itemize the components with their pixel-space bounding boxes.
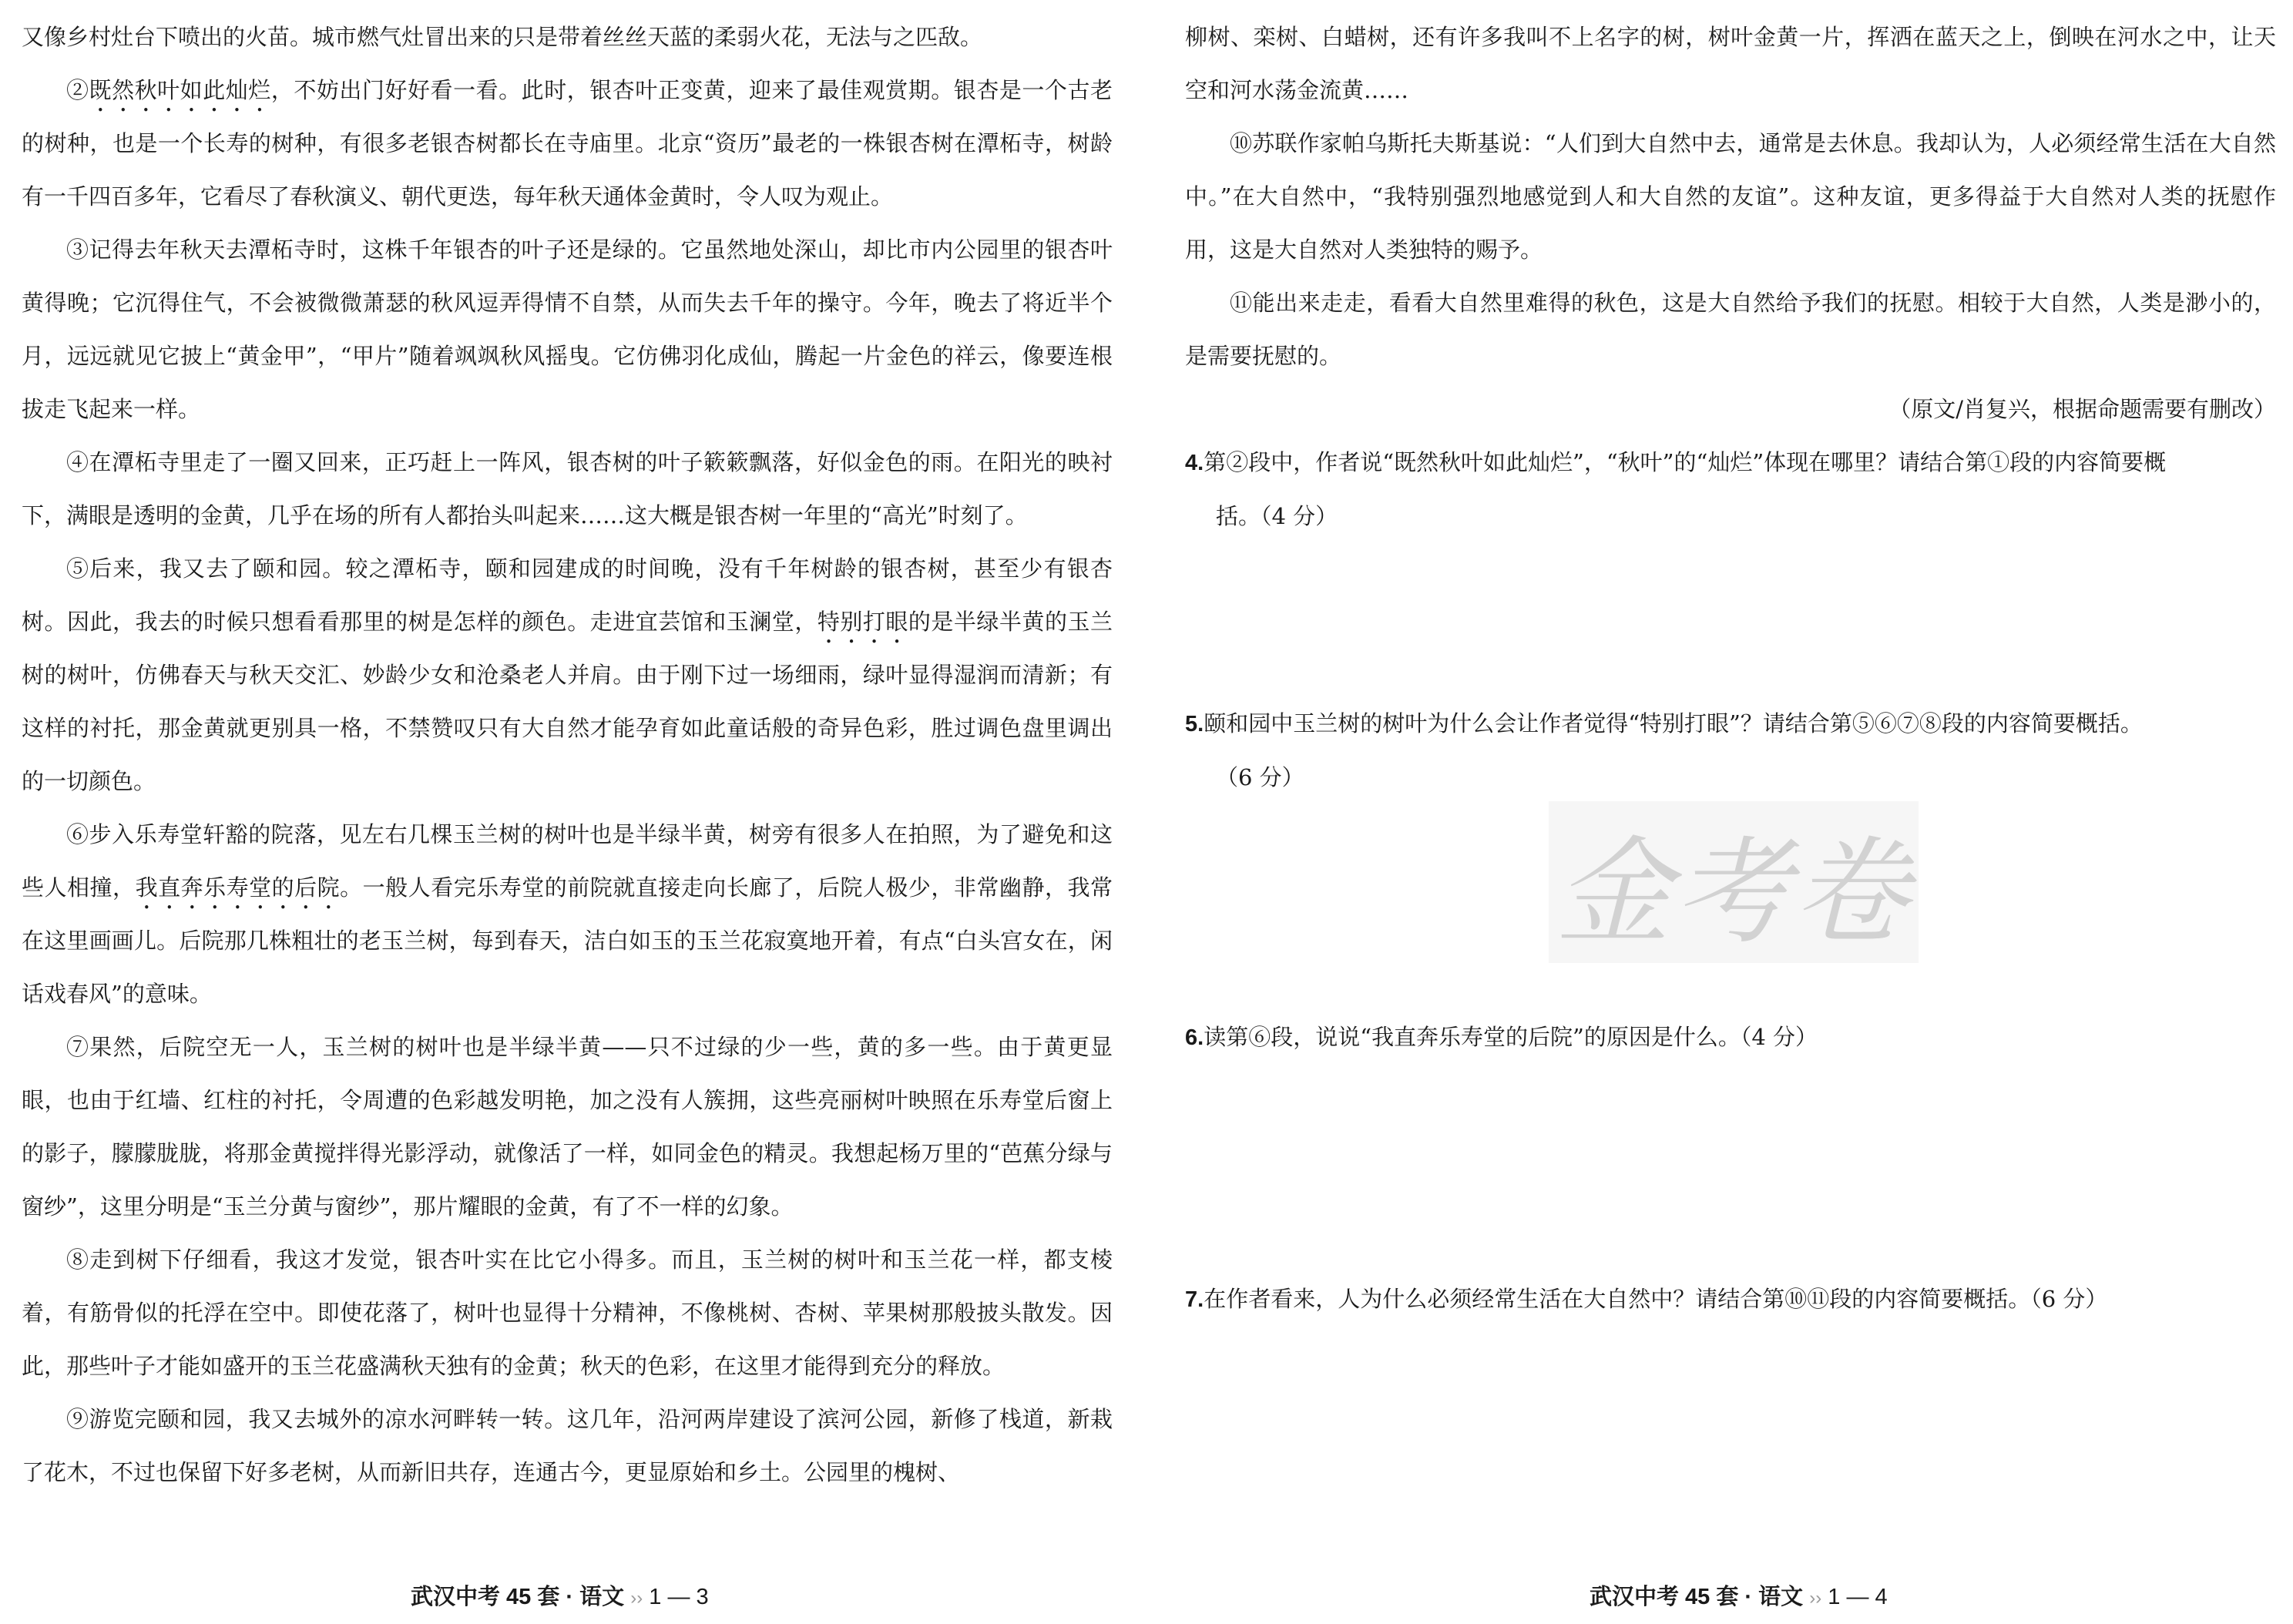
question-5-number: 5. [1185,712,1204,737]
footer-right-chevron-icon: ›› [1809,1588,1822,1609]
paragraph-7: ⑦果然，后院空无一人，玉兰树的树叶也是半绿半黄——只不过绿的少一些，黄的多一些。由于黄更显眼，也由于红墙、红柱的衬托，令周遭的色彩越发明艳，加之没有人簇拥，这些亮丽树叶映照在乐寿堂后窗上的影子，朦朦胧胧，将那金黄搅拌得光影浮动，就像活了一样，如同金色的精灵。我想起杨万里的“芭蕉分绿与窗纱”，这里分明是“玉兰分黄与窗纱”，那片耀眼的金黄，有了不一样的幻象。 [22,1034,1113,1220]
question-4 [1185,436,2276,543]
footer-right-title: 武汉中考 45 套 · 语文 [1590,1585,1804,1609]
paragraph-6-emphasis: 我直奔乐寿堂的后院 [135,874,341,901]
source-note: （原文/肖复兴，根据命题需要有删改） [1888,396,2276,422]
question-5 [1185,697,2276,804]
footer-left [411,1579,709,1611]
paragraph-4: ④在潭柘寺里走了一圈又回来，正巧赶上一阵风，银杏树的叶子簌簌飘落，好似金色的雨。在阳光的映衬下，满眼是透明的金黄，几乎在场的所有人都抬头叫起来……这大概是银杏树一年里的“高光”时刻了。 [22,449,1113,528]
paragraph-11: ⑪能出来走走，看看大自然里难得的秋色，这是大自然给予我们的抚慰。相较于大自然，人类是渺小的，是需要抚慰的。 [1185,290,2276,369]
watermark-logo: 金考卷 [1549,801,1919,963]
paragraph-5 [22,542,1113,808]
right-column [1185,0,2276,436]
paragraph-9: ⑨游览完颐和园，我又去城外的凉水河畔转一转。这几年，沿河两岸建设了滨河公园，新修了栈道，新栽了花木，不过也保留下好多老树，从而新旧共存，连通古今，更显原始和乡土。公园里的槐树、 [22,1406,1113,1485]
footer-left-chevron-icon: ›› [630,1588,643,1609]
question-4-continuation: 括。（4 分） [1216,503,1338,529]
question-7-number: 7. [1185,1287,1204,1312]
footer-left-page-number: 1 — 3 [649,1585,709,1609]
paragraph-2-number: ② [66,77,89,103]
question-6-number: 6. [1185,1025,1204,1050]
paragraph-8: ⑧走到树下仔细看，我这才发觉，银杏叶实在比它小得多。而且，玉兰树的树叶和玉兰花一样，都支棱着，有筋骨似的托浮在空中。即使花落了，树叶也显得十分精神，不像桃树、杏树、苹果树那般披头散发。因此，那些叶子才能如盛开的玉兰花盛满秋天独有的金黄；秋天的色彩，在这里才能得到充分的释放。 [22,1247,1113,1379]
paragraph-2-emphasis: 既然秋叶如此灿烂 [89,77,271,103]
paragraph-6-text-a: ⑥步入乐寿堂轩豁的院落，见左右几棵玉兰树的树叶也是半绿半黄，树旁有很多人在拍照，为了避免和这些人相撞， [22,821,1113,901]
question-7-text: 在作者看来，人为什么必须经常生活在大自然中？请结合第⑩⑪段的内容简要概括。（6 分） [1204,1286,2108,1312]
question-5-text: 颐和园中玉兰树的树叶为什么会让作者觉得“特别打眼”？请结合第⑤⑥⑦⑧段的内容简要概括。 [1204,710,2143,737]
footer-right [1590,1579,1888,1611]
paragraph-9-continuation: 柳树、栾树、白蜡树，还有许多我叫不上名字的树，树叶金黄一片，挥洒在蓝天之上，倒映在河水之中，让天空和河水荡金流黄…… [1185,24,2276,103]
paragraph-1-continuation: 又像乡村灶台下喷出的火苗。城市燃气灶冒出来的只是带着丝丝天蓝的柔弱火花，无法与之匹敌。 [22,24,983,50]
question-4-text: 第②段中，作者说“既然秋叶如此灿烂”，“秋叶”的“灿烂”体现在哪里？请结合第①段的内容简要概 [1204,449,2167,475]
question-6-text: 读第⑥段，说说“我直奔乐寿堂的后院”的原因是什么。（4 分） [1204,1024,1818,1050]
footer-right-page-number: 1 — 4 [1828,1585,1888,1609]
footer-left-title: 武汉中考 45 套 · 语文 [411,1585,625,1609]
paragraph-6-text-b: 。一般人看完乐寿堂的前院就直接走向长廊了，后院人极少，非常幽静，我常在这里画画儿。后院那几株粗壮的老玉兰树，每到春天，洁白如玉的玉兰花寂寞地开着，有点“白头宫女在，闲话戏春风”的意味。 [22,874,1113,1007]
question-6 [1185,1011,2276,1065]
paragraph-2-text: ，不妨出门好好看一看。此时，银杏叶正变黄，迎来了最佳观赏期。银杏是一个古老的树种，也是一个长寿的树种，有很多老银杏树都长在寺庙里。北京“资历”最老的一株银杏树在潭柘寺，树龄有一千四百多年，它看尽了春秋演义、朝代更迭，每年秋天通体金黄时，令人叹为观止。 [22,77,1113,210]
paragraph-6 [22,808,1113,1021]
paragraph-5-text-a: ⑤后来，我又去了颐和园。较之潭柘寺，颐和园建成的时间晚，没有千年树龄的银杏树，甚至少有银杏树。因此，我去的时候只想看看那里的树是怎样的颜色。走进宜芸馆和玉澜堂， [22,555,1113,635]
left-column [22,0,1113,1499]
paragraph-3: ③记得去年秋天去潭柘寺时，这株千年银杏的叶子还是绿的。它虽然地处深山，却比市内公园里的银杏叶黄得晚；它沉得住气，不会被微微萧瑟的秋风逗弄得情不自禁，从而失去千年的操守。今年，晚去了将近半个月，远远就见它披上“黄金甲”，“甲片”随着飒飒秋风摇曳。它仿佛羽化成仙，腾起一片金色的祥云，像要连根拔走飞起来一样。 [22,237,1113,422]
paragraph-5-emphasis: 特别打眼 [817,609,908,635]
paragraph-2 [22,64,1113,223]
question-5-continuation: （6 分） [1216,764,1304,790]
question-7 [1185,1273,2276,1327]
question-4-number: 4. [1185,451,1204,475]
paragraph-5-text-b: 的是半绿半黄的玉兰树的树叶，仿佛春天与秋天交汇、妙龄少女和沧桑老人并肩。由于刚下过一场细雨，绿叶显得湿润而清新；有这样的衬托，那金黄就更别具一格，不禁赞叹只有大自然才能孕育如此童话般的奇异色彩，胜过调色盘里调出的一切颜色。 [22,609,1113,794]
paragraph-10: ⑩苏联作家帕乌斯托夫斯基说：“人们到大自然中去，通常是去休息。我却认为，人必须经常生活在大自然中。”在大自然中，“我特别强烈地感觉到人和大自然的友谊”。这种友谊，更多得益于大自然对人类的抚慰作用，这是大自然对人类独特的赐予。 [1185,130,2276,263]
